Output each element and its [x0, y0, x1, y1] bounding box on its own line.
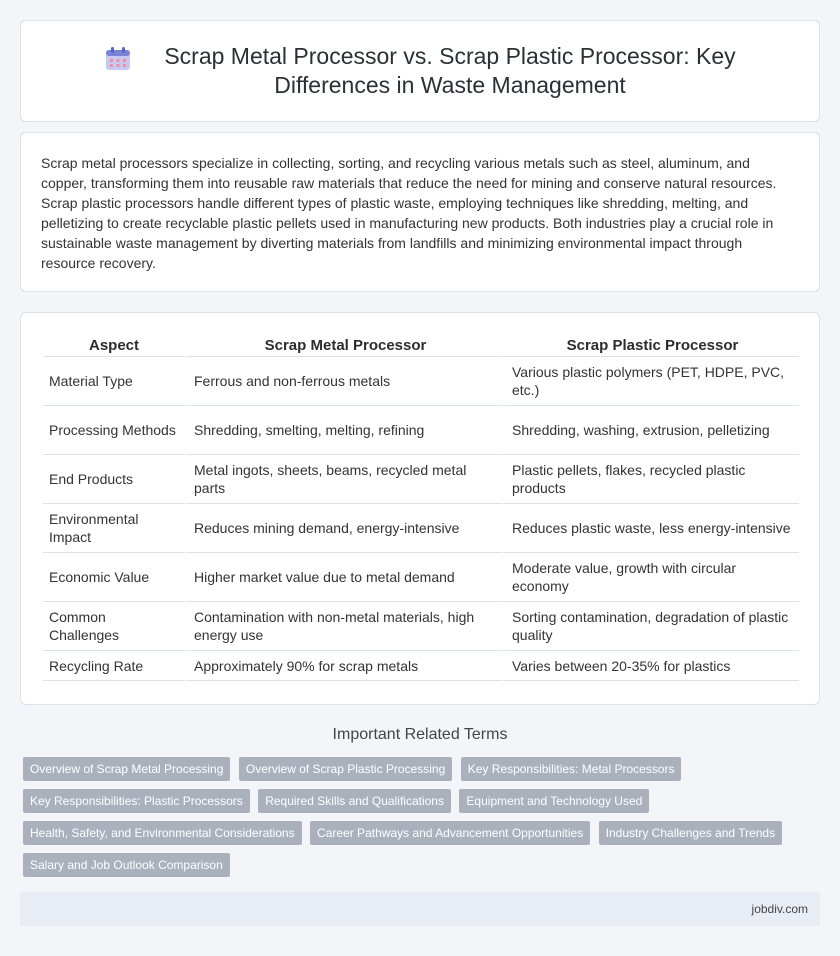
intro-card: [20, 132, 820, 292]
related-term-tag[interactable]: Key Responsibilities: Plastic Processors: [23, 789, 250, 813]
column-header-metal: Scrap Metal Processor: [185, 333, 503, 357]
comparison-table: [43, 333, 799, 681]
row-aspect: Material Type: [43, 357, 185, 406]
row-plastic-value: Various plastic polymers (PET, HDPE, PVC, etc.): [503, 357, 799, 406]
row-plastic-value: Shredding, washing, extrusion, pelletizing: [503, 406, 799, 455]
table-row: [43, 651, 799, 681]
row-metal-value: Reduces mining demand, energy-intensive: [185, 504, 503, 553]
row-metal-value: Metal ingots, sheets, beams, recycled metal parts: [185, 455, 503, 504]
footer-bar: [20, 892, 820, 926]
related-term-tag[interactable]: Key Responsibilities: Metal Processors: [461, 757, 682, 781]
table-row: [43, 455, 799, 504]
related-term-tag[interactable]: Industry Challenges and Trends: [599, 821, 782, 845]
intro-text: Scrap metal processors specialize in collecting, sorting, and recycling various metals such as steel, aluminum, and copper, transforming them into reusable raw materials that reduce the need for mining and conserve natural resources. Scrap plastic processors handle different types of plastic waste, employing techniques like shredding, melting, and pelletizing to create recyclable plastic pellets used in manufacturing new products. Both industries play a crucial role in sustainable waste management by diverting materials from landfills and minimizing environmental impact through resource recovery.: [41, 155, 777, 271]
row-metal-value: Shredding, smelting, melting, refining: [185, 406, 503, 455]
row-metal-value: Contamination with non-metal materials, high energy use: [185, 602, 503, 651]
row-plastic-value: Moderate value, growth with circular economy: [503, 553, 799, 602]
footer-site-link[interactable]: jobdiv.com: [751, 902, 808, 916]
related-term-tag[interactable]: Career Pathways and Advancement Opportunities: [310, 821, 590, 845]
related-term-tag[interactable]: Overview of Scrap Plastic Processing: [239, 757, 452, 781]
table-header-row: [43, 333, 799, 357]
row-plastic-value: Varies between 20-35% for plastics: [503, 651, 799, 681]
related-terms-list: [23, 757, 813, 885]
row-aspect: Economic Value: [43, 553, 185, 602]
row-aspect: Common Challenges: [43, 602, 185, 651]
row-aspect: End Products: [43, 455, 185, 504]
related-term-tag[interactable]: Health, Safety, and Environmental Considerations: [23, 821, 302, 845]
comparison-card: [20, 312, 820, 705]
related-terms-heading: Important Related Terms: [332, 726, 508, 743]
row-metal-value: Higher market value due to metal demand: [185, 553, 503, 602]
related-term-tag[interactable]: Salary and Job Outlook Comparison: [23, 853, 230, 877]
related-term-tag[interactable]: Equipment and Technology Used: [459, 789, 649, 813]
row-aspect: Processing Methods: [43, 406, 185, 455]
table-row: [43, 357, 799, 406]
related-term-tag[interactable]: Overview of Scrap Metal Processing: [23, 757, 230, 781]
row-plastic-value: Plastic pellets, flakes, recycled plastic products: [503, 455, 799, 504]
row-aspect: Recycling Rate: [43, 651, 185, 681]
table-row: [43, 504, 799, 553]
related-term-tag[interactable]: Required Skills and Qualifications: [258, 789, 451, 813]
row-aspect: Environmental Impact: [43, 504, 185, 553]
table-row: [43, 553, 799, 602]
row-metal-value: Approximately 90% for scrap metals: [185, 651, 503, 681]
column-header-plastic: Scrap Plastic Processor: [503, 333, 799, 357]
table-row: [43, 406, 799, 455]
row-plastic-value: Reduces plastic waste, less energy-intensive: [503, 504, 799, 553]
row-plastic-value: Sorting contamination, degradation of plastic quality: [503, 602, 799, 651]
row-metal-value: Ferrous and non-ferrous metals: [185, 357, 503, 406]
column-header-aspect: Aspect: [43, 333, 185, 357]
header-card: [20, 20, 820, 122]
table-row: [43, 602, 799, 651]
page-title: Scrap Metal Processor vs. Scrap Plastic Processor: Key Differences in Waste Management: [164, 43, 736, 98]
